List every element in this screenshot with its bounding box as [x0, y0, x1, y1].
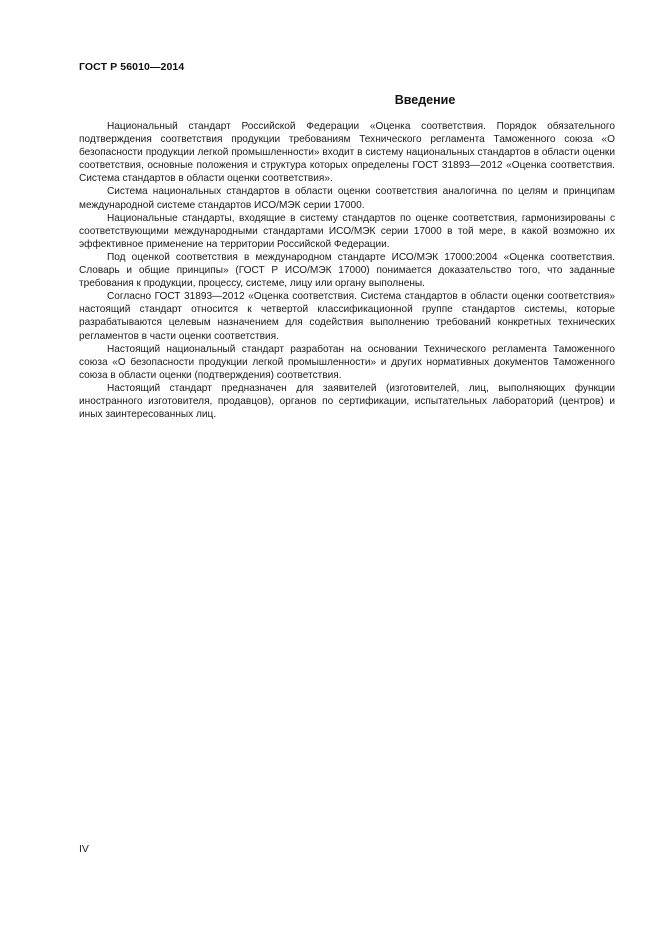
paragraph-1: Национальный стандарт Российской Федерации «Оценка соответствия. Порядок обязательного подтверждения соответствия продукции требованиям Технического регламента Таможенного союза «О безопасности продукции легкой промышленности» входит в систему национальных стандартов в области оценки соответствия, основные положения и структура которых определены ГОСТ 31893—2012 «Оценка соответствия. Система стандартов в области оценки соответствия».: [79, 121, 615, 185]
paragraph-5: Согласно ГОСТ 31893—2012 «Оценка соответствия. Система стандартов в области оценки соответствия» настоящий стандарт относится к четвертой классификационной группе стандартов системы, которые разрабатываются целевым назначением для содействия выполнению требований конкретных технических регламентов в части оценки соответствия.: [79, 291, 615, 342]
page-number: IV: [79, 843, 89, 855]
paragraph-6: Настоящий национальный стандарт разработан на основании Технического регламента Таможенного союза «О безопасности продукции легкой промышленности» и других нормативных документов Таможенного союза в области оценки (подтверждения) соответствия.: [79, 343, 615, 381]
paragraph-7: Настоящий стандарт предназначен для заявителей (изготовителей, лиц, выполняющих функции иностранного изготовителя, продавцов), органов по сертификации, испытательных лабораторий (центров) и иных заинтересованных лиц.: [79, 382, 615, 421]
paragraph-4: Под оценкой соответствия в международном стандарте ИСО/МЭК 17000:2004 «Оценка соответствия. Словарь и общие принципы» (ГОСТ Р ИСО/МЭК 17000) понимается доказательство того, что заданные требования к продукции, процессу, системе, лицу или органу выполнены.: [79, 251, 615, 290]
section-title: Введение: [394, 93, 456, 107]
body-text: [79, 120, 615, 421]
paragraph-3: Национальные стандарты, входящие в систему стандартов по оценке соответствия, гармонизированы с соответствующими международными стандартами ИСО/МЭК серии 17000 в той мере, в какой возможно их эффективное применение на территории Российской Федерации.: [79, 212, 615, 250]
paragraph-2: Система национальных стандартов в области оценки соответствия аналогична по целям и принципам международной системе стандартов ИСО/МЭК серии 17000.: [79, 186, 615, 211]
document-header: ГОСТ Р 56010—2014: [79, 61, 185, 73]
